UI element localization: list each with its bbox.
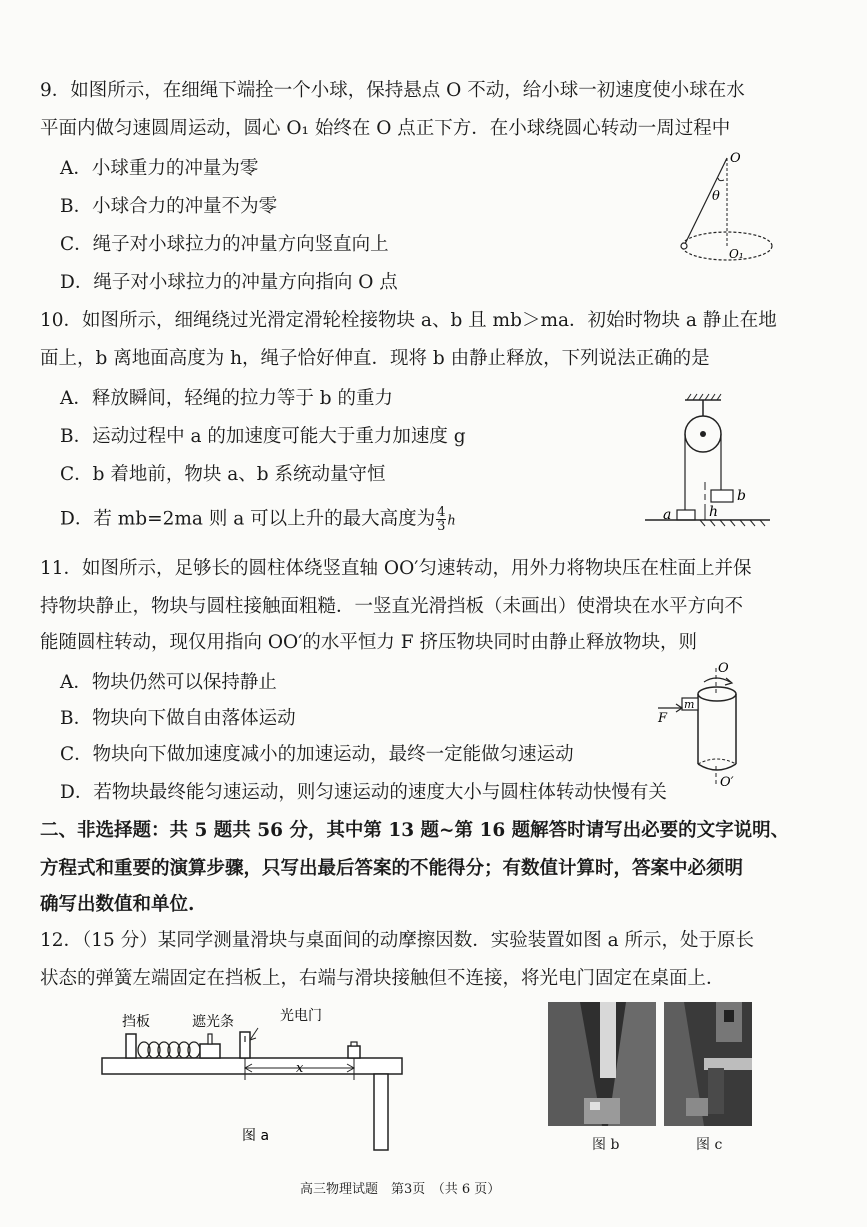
q10-option-b: B．运动过程中 a 的加速度可能大于重力加速度 g [60,426,466,447]
q12-stem-line2: 状态的弹簧左端固定在挡板上，右端与滑块接触但不连接，将光电门固定在桌面上． [40,968,725,989]
q12-figure-c-photo [664,1002,752,1126]
q12-stem-line1: 12．（15 分）某同学测量滑块与桌面间的动摩擦因数．实验装置如图 a 所示，处于原长 [40,930,755,951]
q9-option-d: D．绳子对小球拉力的冲量方向指向 O 点 [60,272,398,293]
q9-option-c: C．绳子对小球拉力的冲量方向竖直向上 [60,234,389,255]
q11-stem-line3: 能随圆柱转动，现仅用指向 OO′的水平恒力 F 挤压物块同时由静止释放物块，则 [40,632,698,653]
q12-label-baffle: 挡板 [122,1014,150,1030]
q9-label-o1: O₁ [729,247,744,261]
q12-caption-b: 图 b [592,1137,620,1153]
q12-caption-a: 图 a [242,1128,270,1144]
q11-label-o-top: O [718,661,729,676]
q12-caption-c: 图 c [696,1137,723,1153]
q9-stem-line1: 9．如图所示，在细绳下端拴一个小球，保持悬点 O 不动，给小球一初速度使小球在水 [40,80,745,101]
q10-label-h: h [709,504,719,520]
q10-option-d-text: D．若 mb=2ma 则 a 可以上升的最大高度为 [60,508,436,530]
q9-label-o: O [730,151,741,166]
q9-label-theta: θ [712,189,720,204]
q11-option-b: B．物块向下做自由落体运动 [60,708,296,729]
page-footer: 高三物理试题 第3页 （共 6 页） [300,1182,501,1197]
q9-option-a: A．小球重力的冲量为零 [60,158,259,179]
q10-option-c: C．b 着地前，物块 a、b 系统动量守恒 [60,464,386,485]
q10-fraction-denominator: 3 [437,519,446,534]
q10-option-a: A．释放瞬间，轻绳的拉力等于 b 的重力 [60,388,393,409]
q11-stem-line1: 11．如图所示，足够长的圆柱体绕竖直轴 OO′匀速转动，用外力将物块压在柱面上并保 [40,558,752,579]
section2-line3: 确写出数值和单位. [40,894,195,915]
q11-option-c: C．物块向下做加速度减小的加速运动，最终一定能做匀速运动 [60,744,574,765]
q11-cylinder-figure [654,660,754,790]
q10-stem-line1: 10．如图所示，细绳绕过光滑定滑轮栓接物块 a、b 且 mb＞ma．初始时物块 a 静止在地 [40,310,777,331]
q12-label-photogate: 光电门 [280,1008,322,1024]
q12-figure-b-photo [548,1002,656,1126]
q9-stem-line2: 平面内做匀速圆周运动，圆心 O₁ 始终在 O 点正下方．在小球绕圆心转动一周过程中 [40,118,731,139]
q10-option-d-unit: h [447,513,456,529]
q12-figure-a-apparatus [100,1006,410,1156]
q9-option-b: B．小球合力的冲量不为零 [60,196,278,217]
q11-label-o-bottom: O′ [720,775,734,790]
q10-fraction-numerator: 4 [437,505,446,520]
q10-label-b: b [737,488,746,504]
section2-line1: 二、非选择题：共 5 题共 56 分，其中第 13 题~第 16 题解答时请写出必要的文字说明、 [40,820,790,841]
q12-photo-c-drawing [664,1002,752,1126]
q10-fraction [436,506,446,533]
q10-pulley-figure [645,392,775,527]
q9-conical-pendulum-figure [672,148,782,278]
q11-option-d: D．若物块最终能匀速运动，则匀速运动的速度大小与圆柱体转动快慢有关 [60,782,667,803]
q12-label-shading-strip: 遮光条 [192,1014,234,1030]
q12-label-x: x [296,1061,304,1076]
q11-option-a: A．物块仍然可以保持静止 [60,672,277,693]
q11-label-m: m [684,698,695,711]
q11-stem-line2: 持物块静止，物块与圆柱接触面粗糙．一竖直光滑挡板（未画出）使滑块在水平方向不 [40,596,744,617]
q10-stem-line2: 面上，b 离地面高度为 h，绳子恰好伸直．现将 b 由静止释放，下列说法正确的是 [40,348,710,369]
section2-line2: 方程式和重要的演算步骤，只写出最后答案的不能得分；有数值计算时，答案中必须明 [40,858,744,879]
q10-label-a: a [663,507,672,523]
q12-photo-b-drawing [548,1002,656,1126]
q10-option-d [60,506,456,535]
q11-label-f: F [658,711,668,726]
